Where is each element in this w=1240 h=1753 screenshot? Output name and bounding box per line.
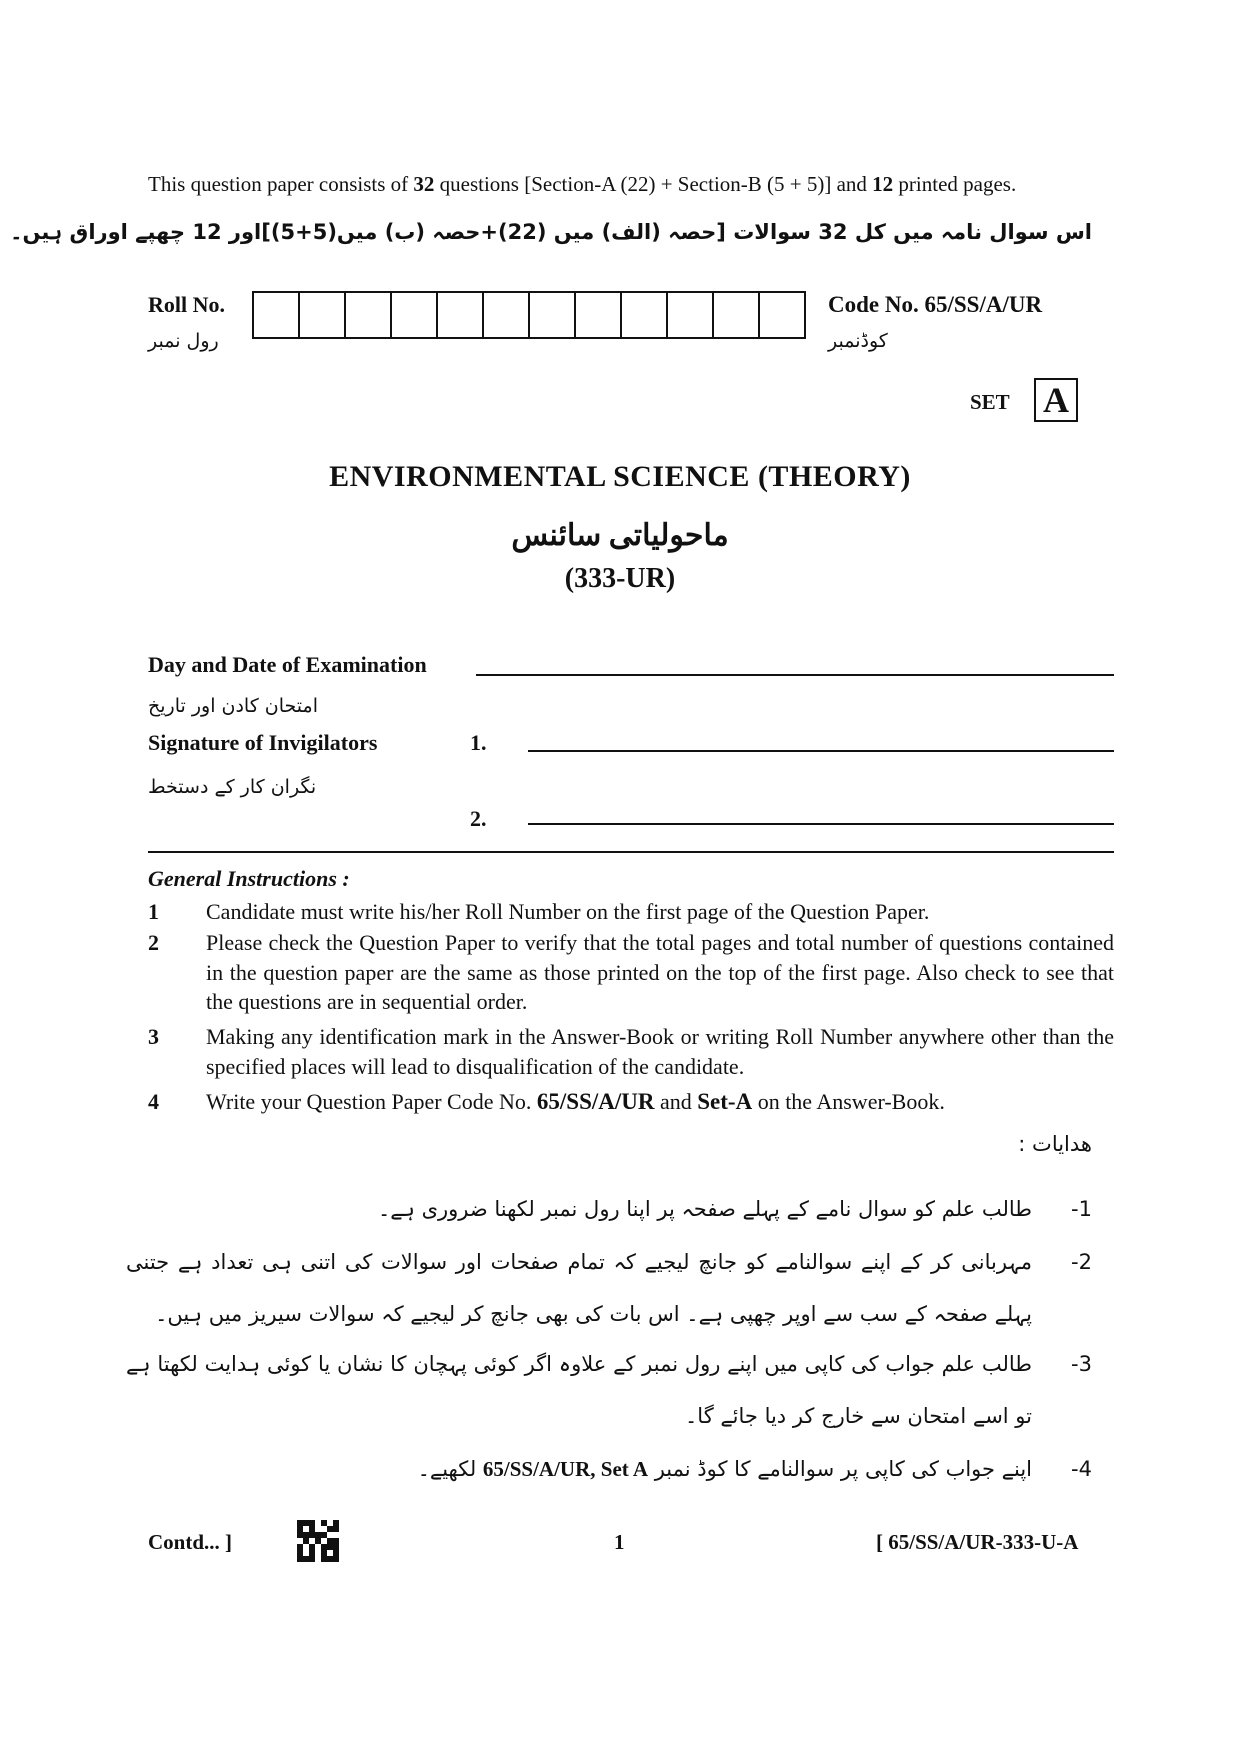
roll-number-box[interactable]: [530, 293, 576, 337]
roll-number-box[interactable]: [300, 293, 346, 337]
signature-number-2: 2.: [470, 806, 487, 831]
instruction-number: -1: [1071, 1197, 1092, 1221]
signature-number-1: 1.: [470, 730, 487, 755]
roll-label-urdu: رول نمبر: [148, 330, 219, 352]
roll-number-box[interactable]: [346, 293, 392, 337]
divider: [148, 851, 1114, 853]
urdu-instruction-item: [126, 1236, 1092, 1340]
set-label: SET: [970, 390, 1010, 414]
code-label-urdu: کوڈنمبر: [828, 330, 888, 352]
signature-label: Signature of Invigilators: [148, 730, 378, 755]
subject-title: ENVIRONMENTAL SCIENCE (THEORY): [329, 460, 911, 493]
urdu-instructions-title: ھدایات :: [1018, 1132, 1092, 1156]
subject-code: (333-UR): [564, 563, 676, 594]
exam-date-field[interactable]: [476, 674, 1114, 676]
header-urdu: اس سوال نامہ میں کل 32 سوالات [حصہ (الف) میں (22)+حصہ (ب) میں(5+5)]اور 12 چھپے اوراق ہیں۔: [10, 220, 1092, 244]
exam-date-label: Day and Date of Examination: [148, 652, 427, 677]
instruction-number: 1: [148, 899, 159, 924]
footer-code: [ 65/SS/A/UR-333-U-A: [876, 1530, 1079, 1554]
continued-label: Contd... ]: [148, 1530, 233, 1554]
instruction-text: Please check the Question Paper to verify that the total pages and total number of questions contained in the question paper are the same as those printed on the top of the first page. Also check to see that the questions are in sequential order.: [206, 930, 1114, 1014]
subject-title-urdu: ماحولیاتی سائنس: [511, 519, 729, 552]
roll-number-box[interactable]: [668, 293, 714, 337]
header-english: This question paper consists of 32 questions [Section-A (22) + Section-B (5 + 5)] and 12 printed pages.: [148, 172, 1017, 196]
instruction-number: 3: [148, 1024, 159, 1049]
set-box: A: [1034, 378, 1078, 422]
code-number: Code No. 65/SS/A/UR: [828, 292, 1043, 317]
instruction-number: -2: [1071, 1250, 1092, 1274]
code-value: 65/SS/A/UR: [924, 292, 1043, 317]
roll-number-box[interactable]: [438, 293, 484, 337]
roll-number-box[interactable]: [576, 293, 622, 337]
instruction-text: مہربانی کر کے اپنے سوالنامے کو جانچ لیجیے کہ تمام صفحات اور سوالات کی اتنی ہی تعداد ہے جتنی پہلے صفحہ کے سب سے اوپر چھپی ہے۔ اس بات کی بھی جانچ کر لیجیے کہ سوالات سیریز میں ہیں۔: [126, 1250, 1032, 1326]
instruction-text: Write your Question Paper Code No. 65/SS/A/UR and Set-A on the Answer-Book.: [206, 1089, 945, 1114]
urdu-instruction-item: [126, 1338, 1092, 1442]
roll-number-box[interactable]: [622, 293, 668, 337]
roll-number-boxes[interactable]: [252, 291, 806, 339]
general-instructions-title: General Instructions :: [148, 866, 350, 891]
urdu-instruction-item: [126, 1183, 1092, 1235]
page-number: 1: [614, 1530, 625, 1554]
instruction-number: 4: [148, 1089, 159, 1114]
roll-number-box[interactable]: [484, 293, 530, 337]
instruction-number: -3: [1071, 1352, 1092, 1376]
signature-field-1[interactable]: [528, 750, 1114, 752]
instruction-text: Making any identification mark in the Answer-Book or writing Roll Number anywhere other than the specified places will lead to disqualification of the candidate.: [206, 1024, 1114, 1079]
roll-number-box[interactable]: [392, 293, 438, 337]
roll-label: Roll No.: [148, 292, 225, 317]
qr-code-icon: [297, 1520, 339, 1562]
instruction-text: طالب علم جواب کی کاپی میں اپنے رول نمبر کے علاوہ اگر کوئی پہچان کا نشان یا کوئی ہدایت لکھتا ہے تو اسے امتحان سے خارج کر دیا جائے گا۔: [126, 1352, 1032, 1428]
instruction-text: طالب علم کو سوال نامے کے پہلے صفحہ پر اپنا رول نمبر لکھنا ضروری ہے۔: [377, 1197, 1032, 1221]
urdu-instruction-item: [126, 1443, 1092, 1495]
instruction-number: -4: [1071, 1457, 1092, 1481]
instruction-text: اپنے جواب کی کاپی پر سوالنامے کا کوڈ نمبر 65/SS/A/UR, Set A لکھیے۔: [417, 1457, 1032, 1481]
roll-number-box[interactable]: [254, 293, 300, 337]
exam-date-label-urdu: امتحان کادن اور تاریخ: [148, 695, 318, 717]
roll-number-box[interactable]: [760, 293, 804, 337]
instruction-text: Candidate must write his/her Roll Number on the first page of the Question Paper.: [206, 899, 930, 924]
instruction-number: 2: [148, 930, 159, 955]
instruction-item: [148, 928, 1114, 1017]
instruction-item: [148, 1022, 1114, 1081]
instruction-item: [148, 1087, 1114, 1117]
signature-label-urdu: نگران کار کے دستخط: [148, 776, 317, 798]
signature-field-2[interactable]: [528, 823, 1114, 825]
roll-number-box[interactable]: [714, 293, 760, 337]
instruction-item: [148, 897, 1114, 927]
